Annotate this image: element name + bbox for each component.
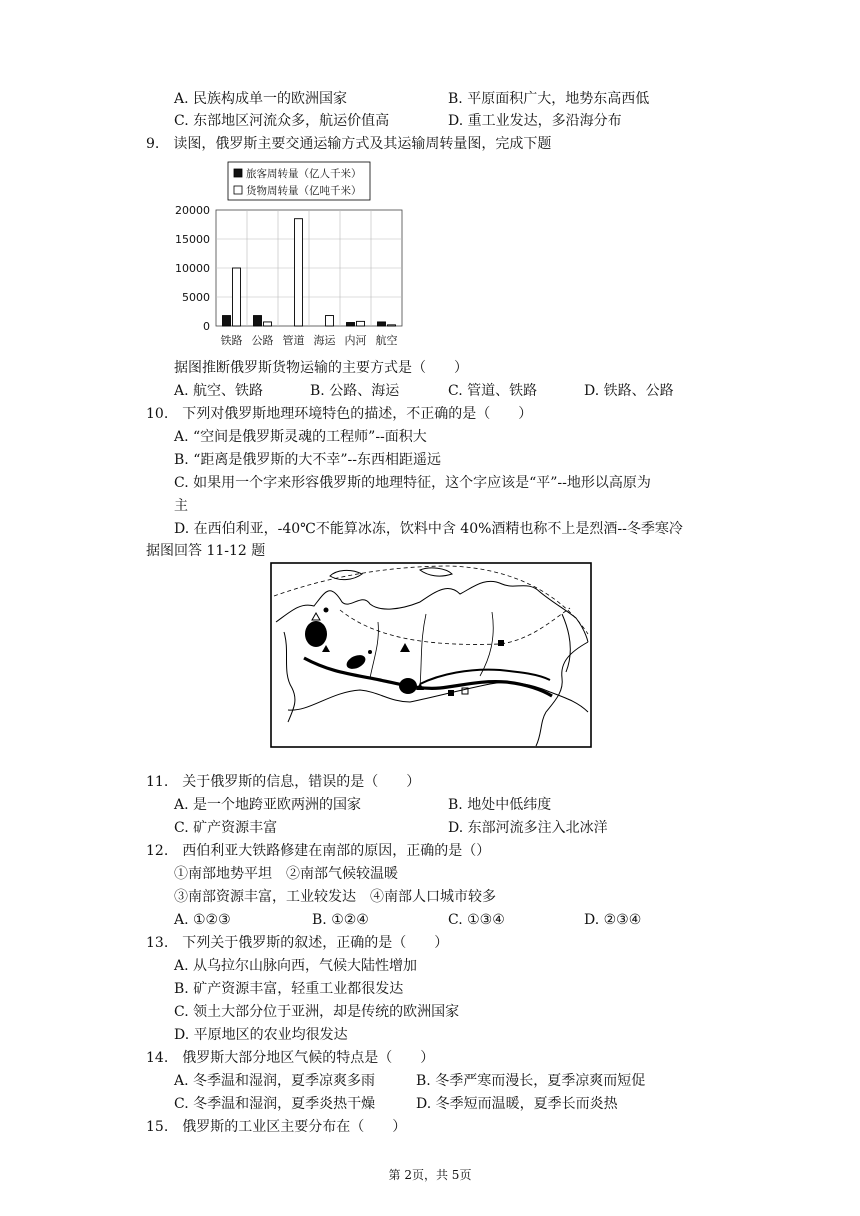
port-marker xyxy=(324,608,329,613)
q10-option-c-line2: 主 xyxy=(174,498,188,514)
q14-stem: 14. 俄罗斯大部分地区气候的特点是（ ） xyxy=(146,1050,435,1066)
q12-statements-1: ①南部地势平坦 ②南部气候较温暖 xyxy=(174,866,398,882)
q8-option-b: B. 平原面积广大，地势东高西低 xyxy=(448,91,650,107)
q14-option-a: A. 冬季温和湿润，夏季凉爽多雨 xyxy=(174,1073,376,1089)
q10-option-b: B. “距离是俄罗斯的大不幸”--东西相距遥远 xyxy=(174,452,441,468)
q13-option-c: C. 领土大部分位于亚洲，却是传统的欧洲国家 xyxy=(174,1004,460,1020)
y-tick-label: 15000 xyxy=(175,233,210,246)
q11-option-d: D. 东部河流多注入北冰洋 xyxy=(448,820,608,836)
transport-turnover-chart xyxy=(172,160,408,354)
q11-option-c: C. 矿产资源丰富 xyxy=(174,820,278,836)
map-intro: 据图回答 11-12 题 xyxy=(146,543,266,559)
q10-stem: 10. 下列对俄罗斯地理环境特色的描述，不正确的是（ ） xyxy=(146,406,533,422)
q9-option-a: A. 航空、铁路 xyxy=(174,383,264,399)
x-tick-label: 海运 xyxy=(313,334,336,347)
bar-freight xyxy=(357,321,365,326)
q13-option-a: A. 从乌拉尔山脉向西，气候大陆性增加 xyxy=(174,958,418,974)
x-tick-label: 管道 xyxy=(282,334,305,347)
bar-passenger xyxy=(378,322,386,326)
y-tick-label: 5000 xyxy=(182,291,210,304)
russia-map-svg xyxy=(270,562,592,748)
q11-option-a: A. 是一个地跨亚欧两洲的国家 xyxy=(174,797,362,813)
bar-freight xyxy=(326,316,334,326)
legend-swatch xyxy=(234,186,242,194)
y-tick-label: 20000 xyxy=(175,204,210,217)
q9-option-b: B. 公路、海运 xyxy=(310,383,400,399)
x-tick-label: 公路 xyxy=(251,334,274,347)
chart-plot xyxy=(175,204,402,347)
bar-passenger xyxy=(254,316,262,326)
q8-option-c: C. 东部地区河流众多，航运价值高 xyxy=(174,113,390,129)
legend-label: 旅客周转量（亿人千米） xyxy=(246,168,362,180)
x-tick-label: 航空 xyxy=(375,334,398,347)
mineral-square-icon xyxy=(498,640,504,646)
bar-freight xyxy=(233,268,241,326)
q15-stem: 15. 俄罗斯的工业区主要分布在（ ） xyxy=(146,1119,407,1135)
q14-option-c: C. 冬季温和湿润，夏季炎热干燥 xyxy=(174,1096,376,1112)
q9-option-c: C. 管道、铁路 xyxy=(448,383,538,399)
q12-stem: 12. 西伯利亚大铁路修建在南部的原因，正确的是（） xyxy=(146,843,491,859)
page-footer: 第 2页，共 5页 xyxy=(388,1168,472,1182)
q14-option-b: B. 冬季严寒而漫长，夏季凉爽而短促 xyxy=(416,1073,646,1089)
q10-option-a: A. “空间是俄罗斯灵魂的工程师”--面积大 xyxy=(174,429,427,445)
q13-option-b: B. 矿产资源丰富，轻重工业都很发达 xyxy=(174,981,404,997)
x-tick-label: 内河 xyxy=(344,334,367,347)
q9-option-d: D. 铁路、公路 xyxy=(584,383,674,399)
industrial-region-siberia xyxy=(399,678,417,694)
q12-statements-2: ③南部资源丰富，工业较发达 ④南部人口城市较多 xyxy=(174,889,496,905)
q13-stem: 13. 下列关于俄罗斯的叙述，正确的是（ ） xyxy=(146,935,449,951)
q12-option-c: C. ①③④ xyxy=(448,912,505,928)
q14-option-d: D. 冬季短而温暖，夏季长而炎热 xyxy=(416,1096,618,1112)
bar-freight xyxy=(295,219,303,326)
q8-option-a: A. 民族构成单一的欧洲国家 xyxy=(174,91,348,107)
x-tick-label: 铁路 xyxy=(220,334,243,347)
q12-option-a: A. ①②③ xyxy=(174,912,231,928)
q12-option-d: D. ②③④ xyxy=(584,912,642,928)
mineral-square-icon xyxy=(448,690,454,696)
y-tick-label: 10000 xyxy=(175,262,210,275)
bar-passenger xyxy=(347,323,355,326)
chart-legend xyxy=(228,162,370,200)
y-tick-label: 0 xyxy=(203,320,210,333)
bar-freight xyxy=(264,322,272,326)
q8-option-d: D. 重工业发达，多沿海分布 xyxy=(448,113,622,129)
q10-option-d: D. 在西伯利亚，-40℃不能算冰冻，饮料中含 40%酒精也称不上是烈酒--冬季寒冷 xyxy=(174,521,683,537)
q13-option-d: D. 平原地区的农业均很发达 xyxy=(174,1027,348,1043)
q11-stem: 11. 关于俄罗斯的信息，错误的是（ ） xyxy=(146,774,421,790)
q11-option-b: B. 地处中低纬度 xyxy=(448,797,552,813)
legend-swatch xyxy=(234,169,242,177)
bar-chart-svg xyxy=(172,160,408,354)
q9-question: 据图推断俄罗斯货物运输的主要方式是（ ） xyxy=(174,360,468,376)
bar-freight xyxy=(388,325,396,326)
q10-option-c-line1: C. 如果用一个字来形容俄罗斯的地理特征，这个字应该是“平”--地形以高原为 xyxy=(174,475,651,491)
industrial-region-moscow xyxy=(305,621,327,647)
bar-passenger xyxy=(223,316,231,326)
q12-option-b: B. ①②④ xyxy=(312,912,369,928)
russia-map xyxy=(270,562,592,748)
city-marker xyxy=(368,650,372,654)
legend-label: 货物周转量（亿吨千米） xyxy=(246,185,362,197)
q9-stem: 9. 读图，俄罗斯主要交通运输方式及其运输周转量图，完成下题 xyxy=(146,136,552,152)
